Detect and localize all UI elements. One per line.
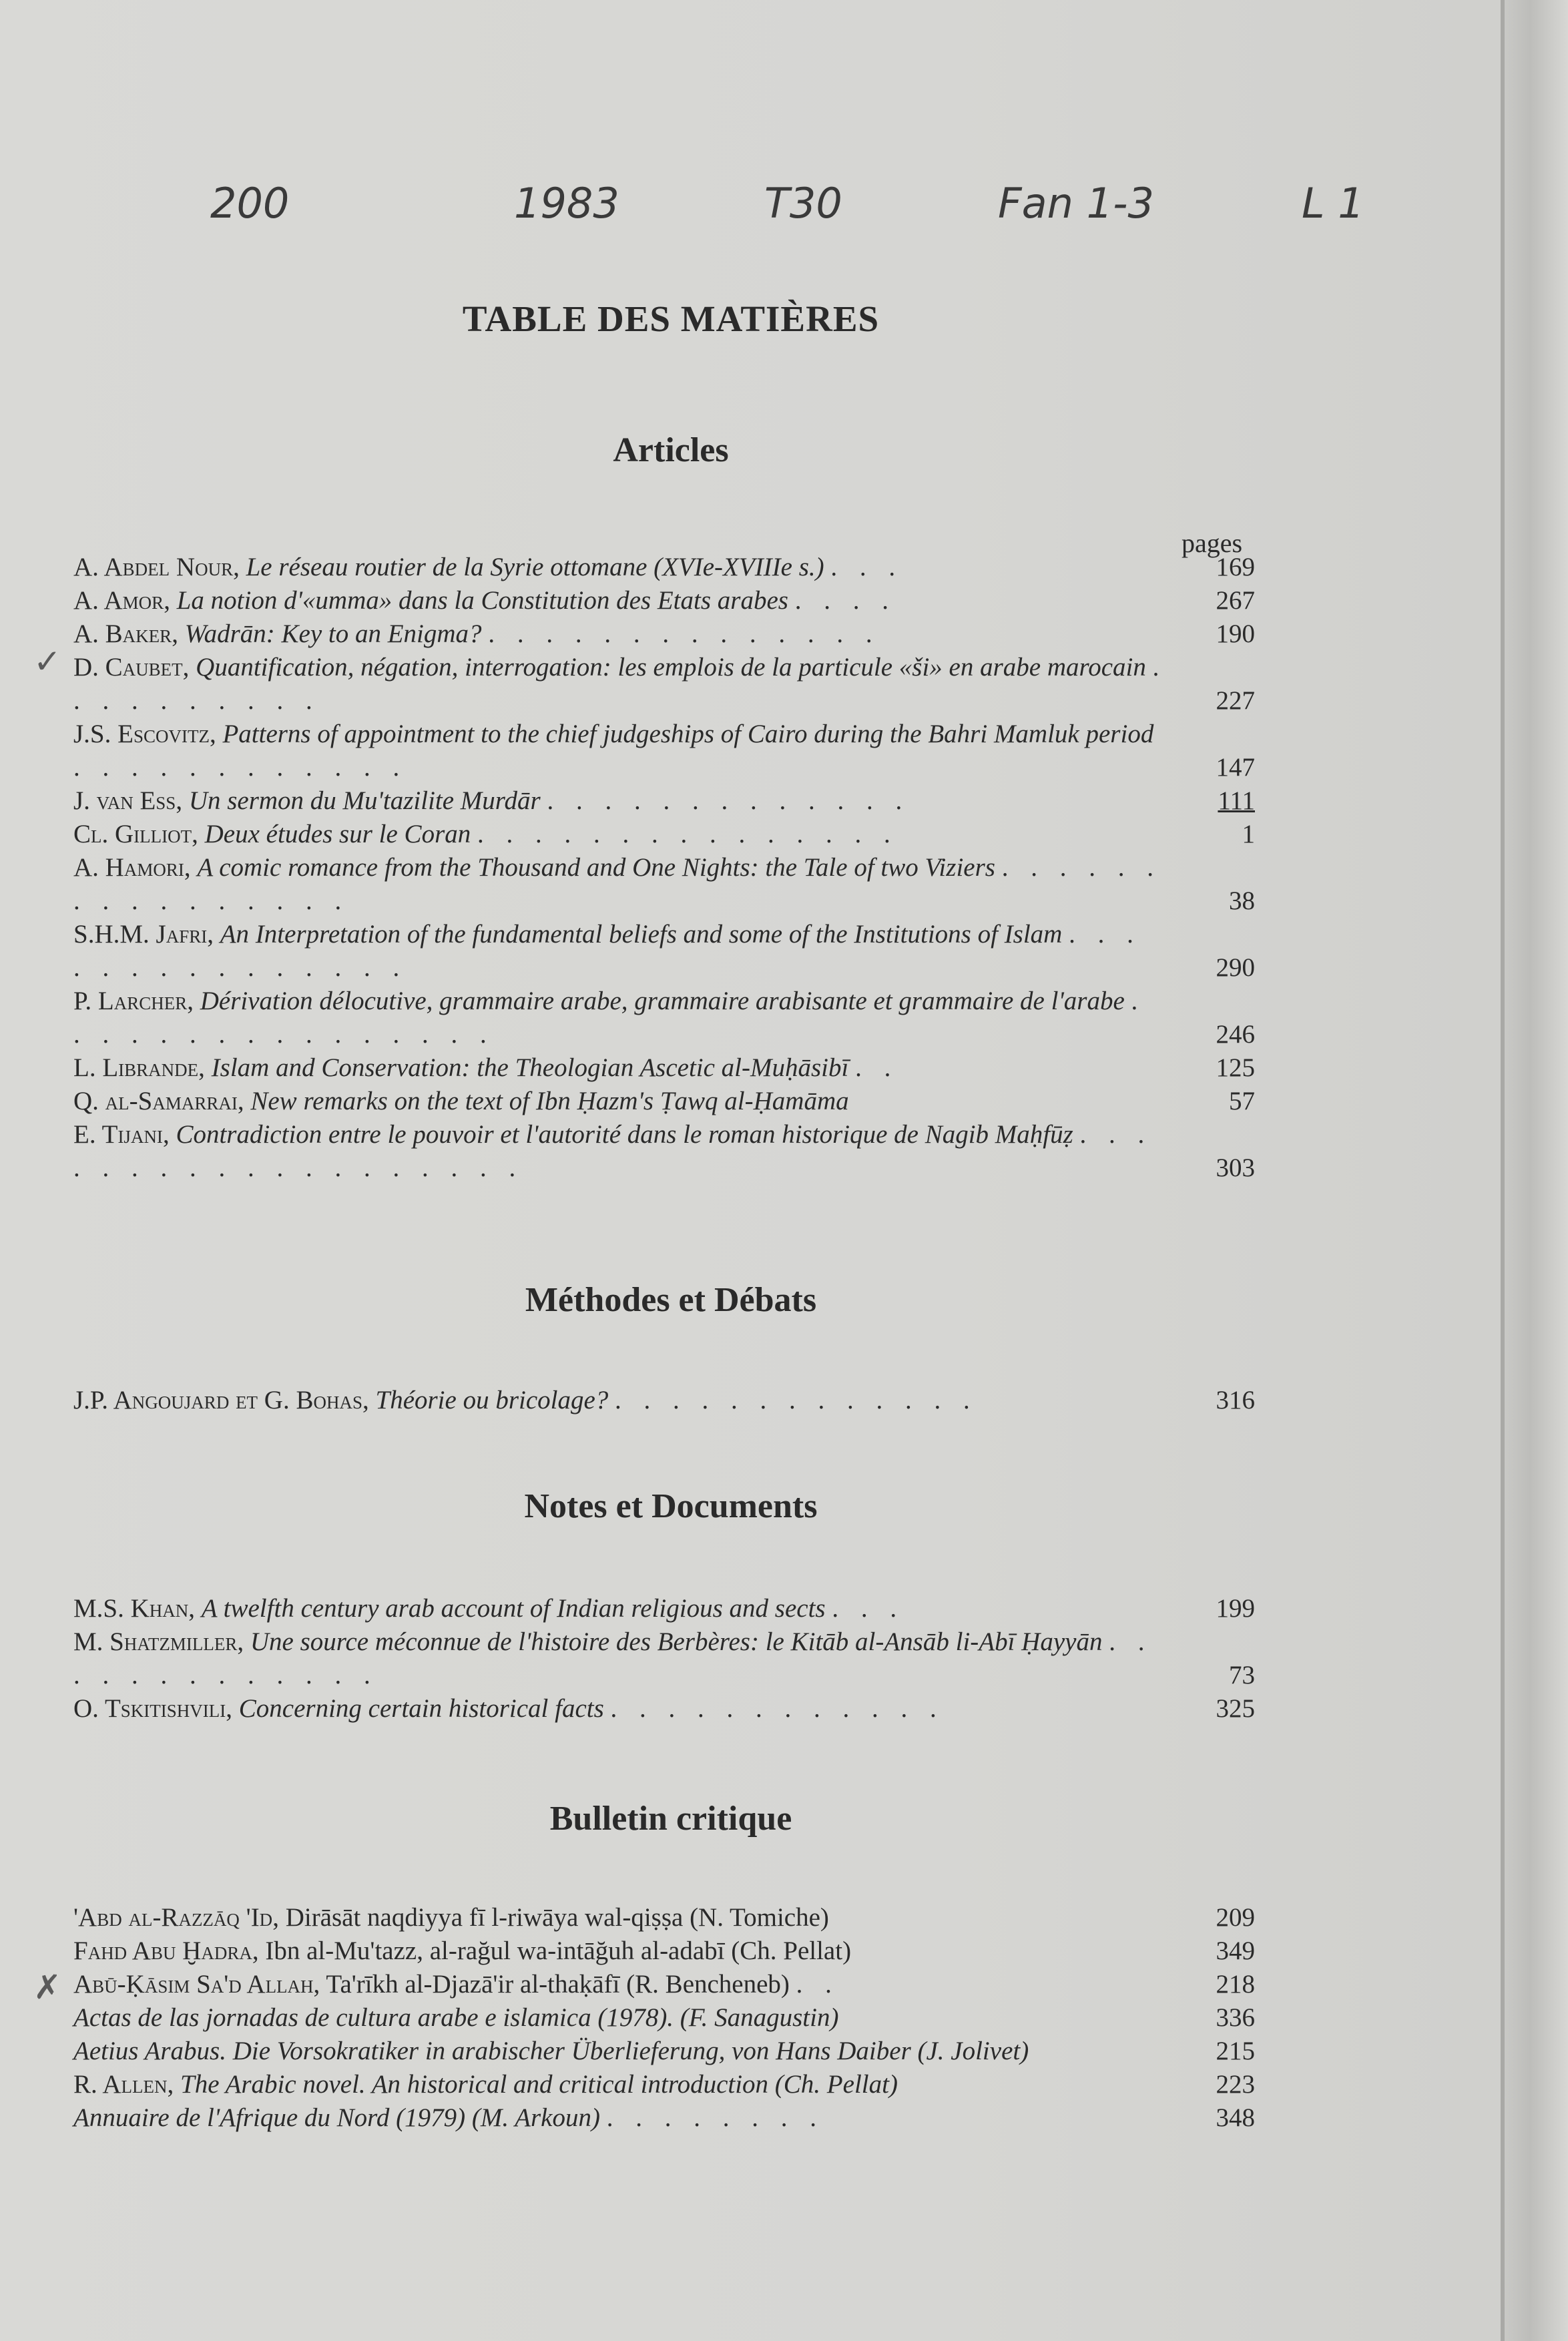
- entry-author: J.P. Angoujard et G. Bohas: [73, 1386, 362, 1414]
- toc-entry[interactable]: P. Larcher, Dérivation délocutive, grammaire arabe, grammaire arabisante et grammaire de l'arabe . . . . . . . . . . . . . . . . 246: [73, 985, 1255, 1051]
- entry-title: An Interpretation of the fundamental beliefs and some of the Institutions of Islam: [220, 920, 1063, 949]
- entry-page: 169: [1216, 553, 1255, 581]
- pages-label: pages: [1182, 528, 1243, 558]
- entry-author: Q. al-Samarrai: [73, 1087, 238, 1115]
- entry-title: A twelfth century arab account of Indian religious and sects: [201, 1594, 826, 1623]
- entry-page: 147: [1216, 753, 1255, 782]
- toc-entry[interactable]: J.P. Angoujard et G. Bohas, Théorie ou bricolage? . . . . . . . . . . . . . 316: [73, 1384, 1255, 1417]
- handwritten-note: 1983: [514, 179, 619, 228]
- toc-entry[interactable]: A. Hamori, A comic romance from the Thousand and One Nights: the Tale of two Viziers . . . . . . . . . . . . . . . . 38: [73, 851, 1255, 918]
- entry-page: 336: [1216, 2003, 1255, 2032]
- toc-entry[interactable]: S.H.M. Jafri, An Interpretation of the fundamental beliefs and some of the Institutions of Islam . . . . . . . . . . . . . . . 290: [73, 918, 1255, 985]
- entry-page: 303: [1216, 1153, 1255, 1182]
- toc-methodes: [73, 1384, 1255, 1417]
- entry-title: Quantification, négation, interrogation: les emplois de la particule «ši» en arabe marocain: [196, 653, 1146, 682]
- margin-mark: ✗: [33, 1968, 61, 2007]
- page-title: TABLE DES MATIÈRES: [462, 298, 880, 339]
- toc-entry[interactable]: 'Abd al-Razzāq 'Id, Dirāsāt naqdiyya fī l-riwāya wal-qiṣṣa (N. Tomiche) 209: [73, 1901, 1255, 1934]
- section-title: Bulletin critique: [549, 1800, 792, 1838]
- entry-page: 349: [1216, 1936, 1255, 1965]
- toc-articles: [73, 551, 1255, 1185]
- entry-title: Ibn al-Mu'tazz, al-rağul wa-intāğuh al-adabī (Ch. Pellat): [265, 1936, 852, 1965]
- entry-page: 125: [1216, 1053, 1255, 1082]
- entry-author: Abū-Ḳāsim Sa'd Allah: [73, 1970, 314, 1999]
- entry-author: E. Tijani: [73, 1120, 163, 1149]
- toc-entry[interactable]: Abū-Ḳāsim Sa'd Allah, Ta'rīkh al-Djazā'ir al-thaḳāfī (R. Bencheneb) . . 218: [73, 1968, 1255, 2001]
- entry-author: A. Abdel Nour: [73, 553, 234, 581]
- entry-page: 223: [1216, 2070, 1255, 2099]
- entry-page: 209: [1216, 1903, 1255, 1932]
- entry-title: Wadrān: Key to an Enigma?: [184, 619, 482, 648]
- entry-title: Concerning certain historical facts: [238, 1694, 604, 1723]
- entry-page: 199: [1216, 1594, 1255, 1623]
- entry-author: J. van Ess: [73, 786, 176, 815]
- entry-page: 316: [1216, 1386, 1255, 1414]
- entry-page: 190: [1216, 619, 1255, 648]
- entry-page: 215: [1216, 2037, 1255, 2065]
- entry-title: The Arabic novel. An historical and critical introduction (Ch. Pellat): [180, 2070, 898, 2099]
- entry-title: Une source méconnue de l'histoire des Berbères: le Kitāb al-Ansāb li-Abī Ḥayyān: [250, 1627, 1103, 1656]
- toc-entry[interactable]: O. Tskitishvili, Concerning certain historical facts . . . . . . . . . . . . 325: [73, 1692, 1255, 1726]
- entry-author: M.S. Khan: [73, 1594, 189, 1623]
- entry-page: 246: [1216, 1020, 1255, 1049]
- toc-notes: [73, 1592, 1255, 1726]
- toc-entry[interactable]: A. Baker, Wadrān: Key to an Enigma? . . . . . . . . . . . . . . 190: [73, 617, 1255, 651]
- entry-title: Théorie ou bricolage?: [375, 1386, 609, 1414]
- entry-title: Patterns of appointment to the chief judgeships of Cairo during the Bahri Mamluk period: [222, 720, 1154, 748]
- section-title: Notes et Documents: [524, 1487, 818, 1525]
- handwritten-notes: [73, 179, 1408, 239]
- toc-entry[interactable]: [73, 2001, 1255, 2035]
- entry-page: 290: [1216, 953, 1255, 982]
- entry-author: P. Larcher: [73, 987, 188, 1015]
- toc-entry[interactable]: R. Allen, The Arabic novel. An historical and critical introduction (Ch. Pellat) 223: [73, 2068, 1255, 2101]
- toc-entry[interactable]: [73, 2035, 1255, 2068]
- toc-entry[interactable]: Q. al-Samarrai, New remarks on the text of Ibn Ḥazm's Ṭawq al-Ḥamāma 57: [73, 1085, 1255, 1118]
- entry-title: Contradiction entre le pouvoir et l'autorité dans le roman historique de Nagib Maḥfūẓ: [176, 1120, 1073, 1149]
- entry-title: Islam and Conservation: the Theologian Ascetic al-Muḥāsibī: [211, 1053, 849, 1082]
- toc-entry[interactable]: E. Tijani, Contradiction entre le pouvoir et l'autorité dans le roman historique de Nagib Maḥfūẓ . . . . . . . . . . . . . . . . . . . 303: [73, 1118, 1255, 1185]
- entry-page: 38: [1229, 886, 1255, 915]
- entry-author: Fahd Abu Ḫadra: [73, 1936, 252, 1965]
- entry-author: A. Hamori: [73, 853, 184, 882]
- toc-entry[interactable]: J. van Ess, Un sermon du Mu'tazilite Murdār . . . . . . . . . . . . . 111: [73, 784, 1255, 818]
- entry-author: J.S. Escovitz: [73, 720, 210, 748]
- margin-mark: ✓: [33, 642, 61, 681]
- entry-author: A. Amor: [73, 586, 164, 615]
- toc-entry[interactable]: D. Caubet, Quantification, négation, interrogation: les emplois de la particule «ši» en arabe marocain . . . . . . . . . . 227: [73, 651, 1255, 718]
- handwritten-note: T30: [764, 179, 842, 228]
- entry-page: 73: [1229, 1661, 1255, 1689]
- entry-title: Actas de las jornadas de cultura arabe e islamica (1978). (F. Sanagustin): [73, 2003, 839, 2032]
- toc-entry[interactable]: L. Librande, Islam and Conservation: the Theologian Ascetic al-Muḥāsibī . . 125: [73, 1051, 1255, 1085]
- section-title: Articles: [613, 431, 729, 469]
- entry-title: Aetius Arabus. Die Vorsokratiker in arabischer Überlieferung, von Hans Daiber (J. Jolivet): [73, 2037, 1029, 2065]
- page-fold: [1501, 0, 1505, 2341]
- entry-title: Dirāsāt naqdiyya fī l-riwāya wal-qiṣṣa (N. Tomiche): [285, 1903, 829, 1932]
- entry-title: Annuaire de l'Afrique du Nord (1979) (M. Arkoun): [73, 2103, 600, 2132]
- toc-entry[interactable]: Annuaire de l'Afrique du Nord (1979) (M. Arkoun) . . . . . . . . 348: [73, 2101, 1255, 2135]
- toc-entry[interactable]: Cl. Gilliot, Deux études sur le Coran . . . . . . . . . . . . . . . 1: [73, 818, 1255, 851]
- toc-entry[interactable]: A. Amor, La notion d'«umma» dans la Constitution des Etats arabes . . . . 267: [73, 584, 1255, 617]
- entry-title: New remarks on the text of Ibn Ḥazm's Ṭawq al-Ḥamāma: [250, 1087, 849, 1115]
- page-edge: [1505, 0, 1568, 2341]
- entry-author: M. Shatzmiller: [73, 1627, 238, 1656]
- entry-page: 325: [1216, 1694, 1255, 1723]
- entry-title: Ta'rīkh al-Djazā'ir al-thaḳāfī (R. Bencheneb): [326, 1970, 790, 1999]
- entry-author: O. Tskitishvili: [73, 1694, 226, 1723]
- handwritten-note: Fan 1-3: [998, 179, 1154, 228]
- handwritten-note: L 1: [1302, 179, 1364, 228]
- entry-title: Dérivation délocutive, grammaire arabe, grammaire arabisante et grammaire de l'arabe: [200, 987, 1125, 1015]
- entry-page: 227: [1216, 686, 1255, 715]
- toc-entry[interactable]: Fahd Abu Ḫadra, Ibn al-Mu'tazz, al-rağul wa-intāğuh al-adabī (Ch. Pellat) 349: [73, 1934, 1255, 1968]
- entry-title: Un sermon du Mu'tazilite Murdār: [188, 786, 541, 815]
- entry-title: Deux études sur le Coran: [204, 820, 471, 848]
- toc-bulletin: [73, 1901, 1255, 2135]
- toc-entry[interactable]: M.S. Khan, A twelfth century arab account of Indian religious and sects . . . 199: [73, 1592, 1255, 1625]
- entry-author: Cl. Gilliot: [73, 820, 192, 848]
- entry-title: Le réseau routier de la Syrie ottomane (XVIe-XVIIIe s.): [246, 553, 824, 581]
- entry-author: R. Allen: [73, 2070, 168, 2099]
- entry-page: 111: [1218, 786, 1255, 815]
- entry-title: La notion d'«umma» dans la Constitution des Etats arabes: [176, 586, 788, 615]
- entry-author: A. Baker: [73, 619, 172, 648]
- entry-author: L. Librande: [73, 1053, 199, 1082]
- entry-page: 57: [1229, 1087, 1255, 1115]
- toc-entry[interactable]: M. Shatzmiller, Une source méconnue de l'histoire des Berbères: le Kitāb al-Ansāb li-Abī Ḥayyān . . . . . . . . . . . . . 73: [73, 1625, 1255, 1692]
- entry-title: A comic romance from the Thousand and One Nights: the Tale of two Viziers: [197, 853, 995, 882]
- entry-page: 218: [1216, 1970, 1255, 1999]
- entry-author: D. Caubet: [73, 653, 183, 682]
- handwritten-note: 200: [210, 179, 290, 228]
- entry-page: 348: [1216, 2103, 1255, 2132]
- entry-page: 1: [1242, 820, 1255, 848]
- entry-author: 'Abd al-Razzāq 'Id: [73, 1903, 273, 1932]
- section-title: Méthodes et Débats: [525, 1281, 817, 1319]
- entry-author: S.H.M. Jafri: [73, 920, 208, 949]
- entry-page: 267: [1216, 586, 1255, 615]
- toc-entry[interactable]: J.S. Escovitz, Patterns of appointment to the chief judgeships of Cairo during the Bahri Mamluk period . . . . . . . . . . . . 147: [73, 718, 1255, 784]
- toc-entry[interactable]: A. Abdel Nour, Le réseau routier de la Syrie ottomane (XVIe-XVIIIe s.) . . . 169: [73, 551, 1255, 584]
